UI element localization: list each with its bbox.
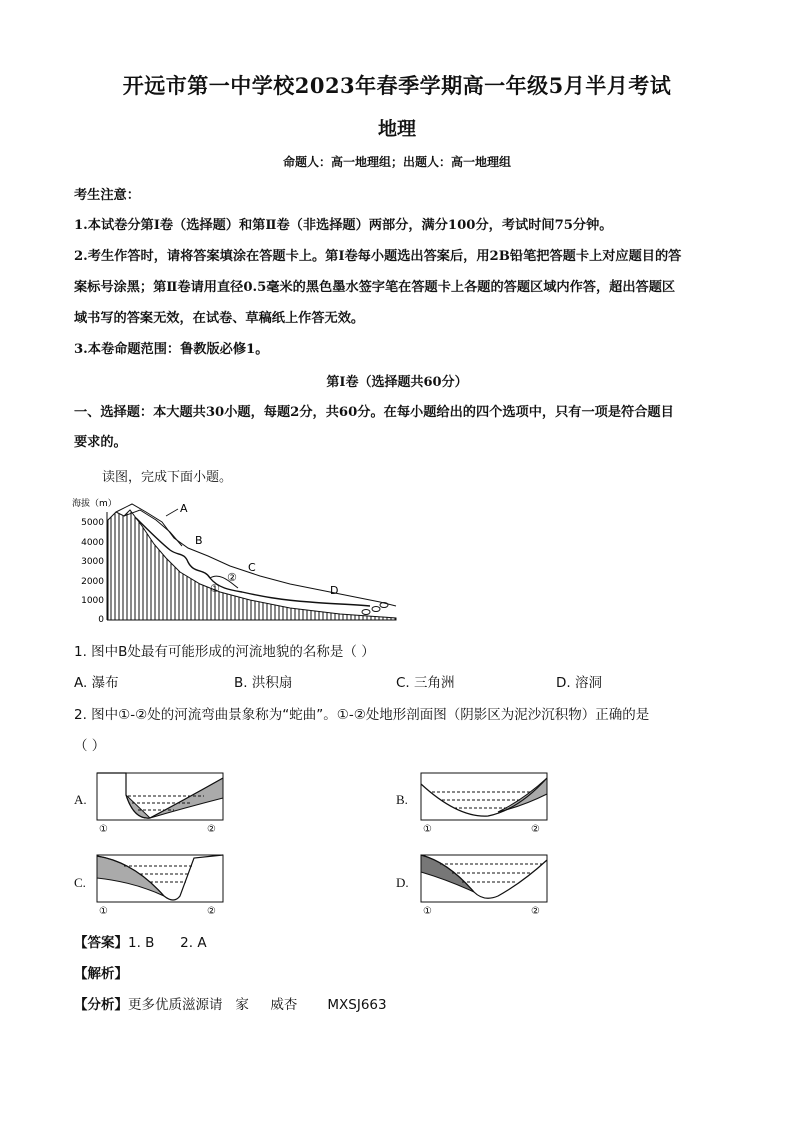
notes-item-2-line-2: 案标号涂黑；第Ⅱ卷请用直径0.5毫米的黑色墨水签字笔在答题卡上各题的答题区域内作答，超出答题区 (74, 280, 676, 295)
answer-label: 【答案】 (74, 935, 128, 951)
option-b-profile (418, 770, 553, 836)
label-c: C (248, 561, 256, 574)
y-tick-0: 0 (98, 615, 104, 625)
leader-a (166, 509, 178, 516)
answer-row (74, 931, 207, 951)
sediment (126, 778, 223, 818)
option-a-label: A. (74, 792, 87, 807)
point-2: ② (531, 824, 540, 835)
y-tick-2000: 2000 (81, 577, 104, 587)
sediment (97, 856, 164, 896)
question-2-stem-line-1: 2. 图中①-②处的河流弯曲景象称为“蛇曲”。①-②处地形剖面图（阴影区为泥沙沉积物）正确的是 (74, 707, 650, 723)
point-1: ① (423, 824, 432, 835)
point-1: ① (99, 906, 108, 917)
section-intro-line-1: 一、选择题：本大题共30小题，每题2分，共60分。在每小题给出的四个选项中，只有一项是符合题目 (74, 405, 674, 420)
point-2: ② (531, 906, 540, 917)
page-title: 开远市第一中学校2023年春季学期高一年级5月半月考试 (122, 73, 672, 98)
fenxi-row (74, 993, 387, 1013)
question-1-option-c: C. 三角洲 (396, 675, 455, 691)
option-c-profile (94, 852, 229, 918)
y-tick-1000: 1000 (81, 596, 104, 606)
fenxi-label: 【分析】 (74, 997, 128, 1013)
question-1-option-d: D. 溶洞 (556, 675, 602, 691)
sediment (421, 855, 474, 892)
point-2: ② (207, 906, 216, 917)
pebble (372, 607, 380, 612)
notes-item-1: 1.本试卷分第Ⅰ卷（选择题）和第Ⅱ卷（非选择题）两部分，满分100分，考试时间75分钟。 (74, 218, 613, 233)
question-2-stem-line-2: （ ） (74, 738, 106, 754)
fenxi-text: 更多优质滋源请 家 威杏 MXSJ663 (128, 997, 387, 1013)
byline: 命题人：高一地理组；出题人：高一地理组 (282, 155, 511, 169)
y-tick-3000: 3000 (81, 557, 104, 567)
read-instruction: 读图，完成下面小题。 (102, 470, 233, 485)
notes-item-3: 3.本卷命题范围：鲁教版必修1。 (74, 342, 269, 357)
option-c-label: C. (74, 875, 86, 890)
point-1: ① (99, 824, 108, 835)
notes-heading: 考生注意： (74, 188, 140, 203)
label-point-2: ② (227, 571, 237, 584)
label-d: D (330, 584, 339, 597)
section-title: 第Ⅰ卷（选择题共60分） (326, 375, 468, 390)
point-2: ② (207, 824, 216, 835)
notes-item-2-line-1: 2.考生作答时，请将答案填涂在答题卡上。第Ⅰ卷每小题选出答案后，用2B铅笔把答题卡上对应题目的答 (74, 249, 682, 264)
option-a-profile (94, 770, 229, 836)
label-a: A (180, 502, 188, 515)
option-d-profile (418, 852, 553, 918)
subject-title: 地理 (377, 118, 416, 140)
analysis-label: 【解析】 (74, 966, 128, 982)
label-point-1: ① (210, 582, 220, 595)
label-b: B (195, 534, 203, 547)
y-tick-4000: 4000 (81, 538, 104, 548)
sediment (498, 778, 547, 812)
option-b-label: B. (396, 792, 408, 807)
y-tick-5000: 5000 (81, 518, 104, 528)
point-1: ① (423, 906, 432, 917)
answer-value: 1. B 2. A (128, 935, 207, 951)
question-1-option-b: B. 洪积扇 (234, 675, 293, 691)
section-intro-line-2: 要求的。 (74, 435, 127, 450)
river-profile-figure (70, 492, 400, 627)
y-axis-label: 海拔（m） (72, 499, 117, 509)
question-1-stem: 1. 图中B处最有可能形成的河流地貌的名称是（ ） (74, 644, 375, 660)
option-d-label: D. (396, 875, 409, 890)
question-1-option-a: A. 瀑布 (74, 675, 119, 691)
pebble (362, 610, 370, 615)
notes-item-2-line-3: 域书写的答案无效，在试卷、草稿纸上作答无效。 (74, 311, 365, 326)
